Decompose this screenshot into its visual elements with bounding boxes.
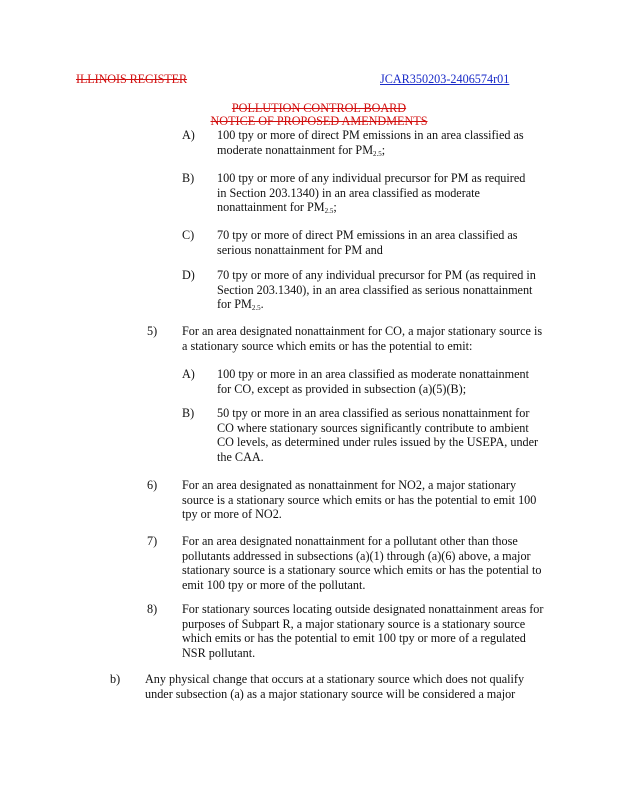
item-text: 70 tpy or more of any individual precursor for PM (as required in Section 203.1340), in an area classified as serious nonattainment for PM2.5. <box>217 268 536 313</box>
item-text: For an area designated nonattainment for a pollutant other than those pollutants addressed in subsections (a)(1) through (a)(6) above, a major stationary source is a stationary source which emits or has the potential to emit 100 tpy or more of the pollutant. <box>182 534 542 592</box>
item-label: A) <box>182 128 195 142</box>
item-label: b) <box>110 672 121 686</box>
item-label: B) <box>182 171 195 185</box>
item-text: 100 tpy or more of direct PM emissions in an area classified as moderate nonattainment for PM2.5; <box>217 128 524 158</box>
item-text: For stationary sources locating outside designated nonattainment areas for purposes of Subpart R, a major stationary source is a stationary source which emits or has the potential to emit 100 tpy or more of a regulated NSR pollutant. <box>182 602 544 660</box>
item-label: 5) <box>147 324 158 338</box>
item-label: C) <box>182 228 195 242</box>
item-text: 100 tpy or more in an area classified as moderate nonattainment for CO, except as provided in subsection (a)(5)(B); <box>217 367 530 396</box>
item-label: 7) <box>147 534 158 548</box>
notice-heading: NOTICE OF PROPOSED AMENDMENTS <box>210 114 428 128</box>
item-text: 50 tpy or more in an area classified as serious nonattainment for CO where stationary sources significantly contribute to ambient CO levels, as determined under rules issued by the USEPA, under the CAA. <box>217 406 539 464</box>
agency-heading: POLLUTION CONTROL BOARD <box>231 101 407 115</box>
item-text: 70 tpy or more of direct PM emissions in an area classified as serious nonattainment for PM and <box>217 228 518 257</box>
item-label: B) <box>182 406 195 420</box>
item-label: A) <box>182 367 195 381</box>
item-label: 6) <box>147 478 158 492</box>
item-text: For an area designated nonattainment for CO, a major stationary source is a stationary source which emits or has the potential to emit: <box>182 324 543 353</box>
item-text: For an area designated as nonattainment for NO2, a major stationary source is a stationary source which emits or has the potential to emit 100 tpy or more of NO2. <box>182 478 537 522</box>
item-label: 8) <box>147 602 158 616</box>
item-text: 100 tpy or more of any individual precursor for PM as required in Section 203.1340) in an area classified as moderate nonattainment for PM2.5; <box>217 171 526 216</box>
item-label: D) <box>182 268 195 282</box>
register-title: ILLINOIS REGISTER <box>76 72 188 86</box>
item-text: Any physical change that occurs at a stationary source which does not qualify under subsection (a) as a major stationary source will be considered a major <box>145 672 525 701</box>
document-id-link[interactable]: JCAR350203-2406574r01 <box>380 72 510 86</box>
